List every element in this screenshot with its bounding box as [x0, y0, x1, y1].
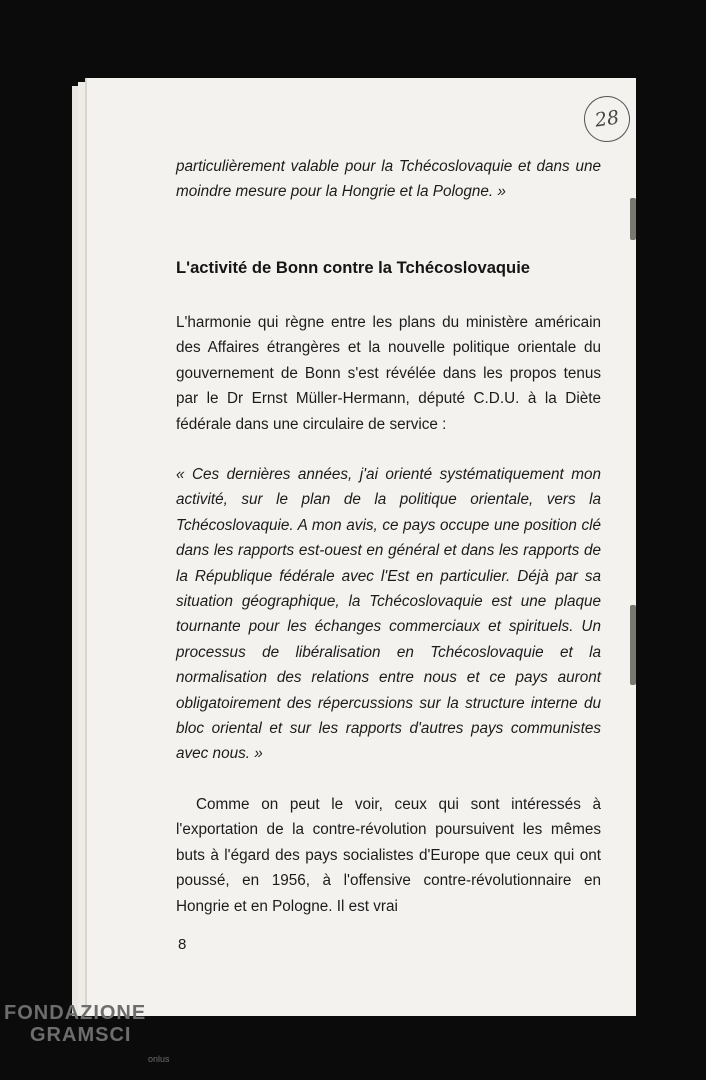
intro-quote: particulièrement valable pour la Tchécoslovaquie et dans une moindre mesure pour la Hongrie et la Pologne. »: [176, 158, 601, 201]
watermark-line3: onlus: [148, 1054, 170, 1064]
page-number: 8: [178, 936, 187, 953]
paragraph-2: Comme on peut le voir, ceux qui sont intéressés à l'exportation de la contre-révolution poursuivent les mêmes buts à l'égard des pays socialistes d'Europe que ceux qui ont poussé, en 1956, à l'offensive contre-révolutionnaire en Hongrie et en Pologne. Il est vrai: [176, 796, 601, 915]
section-heading: L'activité de Bonn contre la Tchécoslovaquie: [176, 258, 531, 277]
staple-top: [630, 198, 636, 240]
watermark-line1: FONDAZIONE: [4, 1002, 147, 1024]
watermark-line2: GRAMSCI: [30, 1024, 132, 1046]
quote-paragraph: « Ces dernières années, j'ai orienté systématiquement mon activité, sur le plan de la politique orientale, vers la Tchécoslovaquie. A mon avis, ce pays occupe une position clé dans les rapports est-ouest en général et dans les rapports de la République fédérale avec l'Est en particulier. Déjà par sa situation géographique, la Tchécoslovaquie est une plaque tournante pour les échanges commerciaux et spirituels. Un processus de libéralisation en Tchécoslovaquie et la normalisation des relations entre nous et ce pays auront obligatoirement des répercussions sur la structure interne du bloc oriental et sur les rapports d'autres pays communistes avec nous. »: [176, 466, 601, 763]
watermark-logo: [4, 1002, 170, 1064]
handwritten-page-ref: 28: [581, 93, 633, 145]
paragraph-1: L'harmonie qui règne entre les plans du ministère américain des Affaires étrangères et la nouvelle politique orientale du gouvernement de Bonn s'est révélée dans les propos tenus par le Dr Ernst Müller-Hermann, député C.D.U. à la Diète fédérale dans une circulaire de service :: [176, 314, 601, 433]
staple-bottom: [630, 605, 636, 685]
